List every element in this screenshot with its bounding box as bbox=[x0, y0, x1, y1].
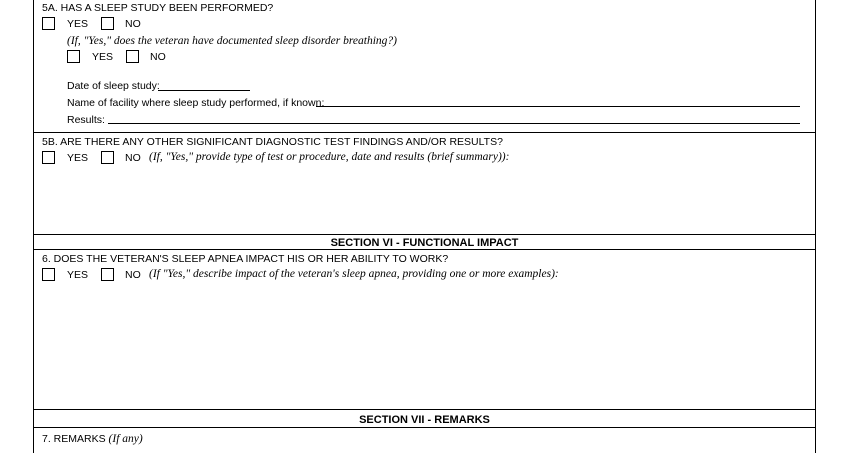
q5a-no-label: NO bbox=[125, 18, 141, 30]
q5a-sdb-no-checkbox[interactable] bbox=[126, 50, 139, 63]
q6-no-label: NO bbox=[125, 269, 141, 281]
q5b-yes-checkbox[interactable] bbox=[42, 151, 55, 164]
q5a-sdb-yes-checkbox[interactable] bbox=[67, 50, 80, 63]
q5a-sdb-yes-label: YES bbox=[92, 51, 114, 63]
results-field[interactable] bbox=[108, 123, 800, 124]
q7-title-suffix: (If any) bbox=[108, 433, 143, 445]
q5b-followup: (If, "Yes," provide type of test or procedure, date and results (brief summary)): bbox=[149, 151, 510, 163]
divider bbox=[33, 249, 816, 250]
q5b-no-label: NO bbox=[125, 152, 141, 164]
divider bbox=[33, 234, 816, 235]
facility-name-field[interactable] bbox=[316, 106, 800, 107]
q6-title: 6. DOES THE VETERAN'S SLEEP APNEA IMPACT HIS OR HER ABILITY TO WORK? bbox=[42, 253, 449, 265]
sleep-study-date-field[interactable] bbox=[158, 90, 250, 91]
q5a-yes-label: YES bbox=[67, 18, 89, 30]
q5b-no-checkbox[interactable] bbox=[101, 151, 114, 164]
q6-yes-label: YES bbox=[67, 269, 89, 281]
results-label: Results: bbox=[67, 114, 105, 126]
q5a-sdb-no-label: NO bbox=[150, 51, 166, 63]
divider bbox=[33, 427, 816, 428]
divider bbox=[33, 409, 816, 410]
q5a-no-checkbox[interactable] bbox=[101, 17, 114, 30]
q6-followup: (If "Yes," describe impact of the veteran's sleep apnea, providing one or more examples): bbox=[149, 268, 559, 280]
q5a-title: 5A. HAS A SLEEP STUDY BEEN PERFORMED? bbox=[42, 2, 274, 14]
q6-yes-checkbox[interactable] bbox=[42, 268, 55, 281]
q6-no-checkbox[interactable] bbox=[101, 268, 114, 281]
divider bbox=[33, 132, 816, 133]
q5b-yes-label: YES bbox=[67, 152, 89, 164]
sleep-study-date-label: Date of sleep study: bbox=[67, 80, 160, 92]
form-frame bbox=[33, 0, 816, 453]
q5b-title: 5B. ARE THERE ANY OTHER SIGNIFICANT DIAGNOSTIC TEST FINDINGS AND/OR RESULTS? bbox=[42, 136, 503, 148]
q7-title-text: 7. REMARKS bbox=[42, 433, 106, 445]
section-7-heading: SECTION VII - REMARKS bbox=[359, 414, 490, 426]
section-6-heading: SECTION VI - FUNCTIONAL IMPACT bbox=[330, 237, 519, 249]
q5a-followup: (If, "Yes," does the veteran have documented sleep disorder breathing?) bbox=[67, 35, 397, 47]
facility-name-label: Name of facility where sleep study performed, if known: bbox=[67, 97, 325, 109]
q5a-yes-checkbox[interactable] bbox=[42, 17, 55, 30]
q7-title bbox=[42, 433, 143, 445]
